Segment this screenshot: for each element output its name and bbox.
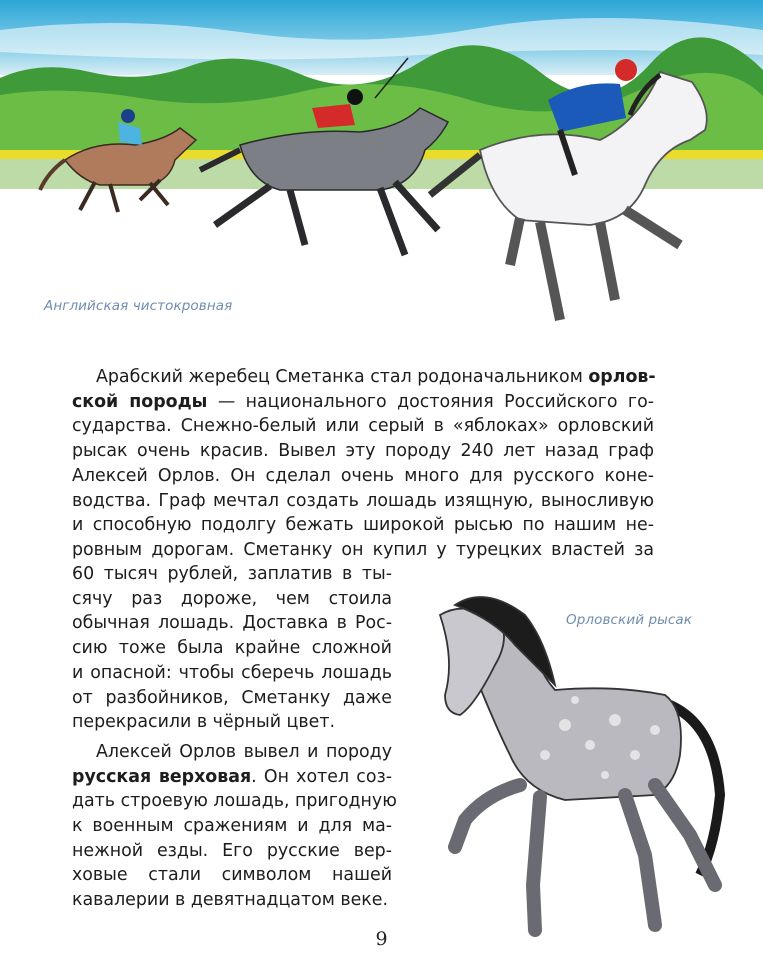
page-number: 9 (375, 928, 388, 950)
text-line: Алексей Орлов. Он сделал очень много для русского коне- (72, 465, 654, 486)
text-line: рысак очень красив. Вывел эту породу 240 лет назад граф (72, 441, 654, 462)
text-line: ровным дорогам. Сметанку он купил у турецких властей за (72, 539, 654, 560)
text-line: и опасной: чтобы сберечь лошадь (72, 662, 392, 683)
text-line: и способную подолгу бежать широкой рысью по нашим не- (72, 515, 654, 536)
text-line: сячу раз дороже, чем стоила (72, 588, 392, 609)
racing-horses-illustration (0, 0, 763, 330)
trotter-legs (455, 785, 715, 930)
text-line: от разбойников, Сметанку даже (72, 687, 392, 708)
trotter-body (475, 622, 681, 800)
text-line: ской породы — национального достояния Российского го- (72, 391, 654, 412)
text-line: к военным сражениям и для ма- (72, 816, 392, 837)
breed-name-bold: русская верховая (72, 766, 252, 787)
text-line: русская верховая. Он хотел соз- (72, 766, 392, 787)
top-illustration-caption: Английская чистокровная (44, 298, 233, 314)
paragraph-2 (72, 740, 397, 913)
text-line: кавалерии в девятнадцатом веке. (72, 890, 389, 911)
text-line: сию тоже была крайне сложной (72, 638, 392, 659)
text-line: 60 тысяч рублей, заплатив в ты- (72, 564, 392, 584)
text-line: обычная лошадь. Доставка в Рос- (72, 613, 392, 634)
text-line: дать строевую лошадь, пригодную (72, 791, 397, 812)
text-line: Арабский жеребец Сметанка стал родоначальником орлов- (96, 367, 656, 387)
paragraph-1-wide (72, 365, 654, 563)
text-line: Алексей Орлов вывел и породу (96, 741, 392, 762)
paragraph-1-narrow-and-paragraph-2 (72, 562, 397, 913)
right-illustration-caption: Орловский рысак (566, 612, 693, 628)
text-line: сударства. Снежно-белый или серый в «яблоках» орловский (72, 416, 654, 437)
text-line: ховые стали символом нашей (72, 865, 392, 886)
text-line: водства. Граф мечтал создать лошадь изящную, выносливую (72, 490, 654, 511)
orlov-trotter-illustration (415, 585, 745, 950)
text-line: нежной езды. Его русские вер- (72, 840, 392, 861)
text-line: перекрасили в чёрный цвет. (72, 712, 335, 733)
